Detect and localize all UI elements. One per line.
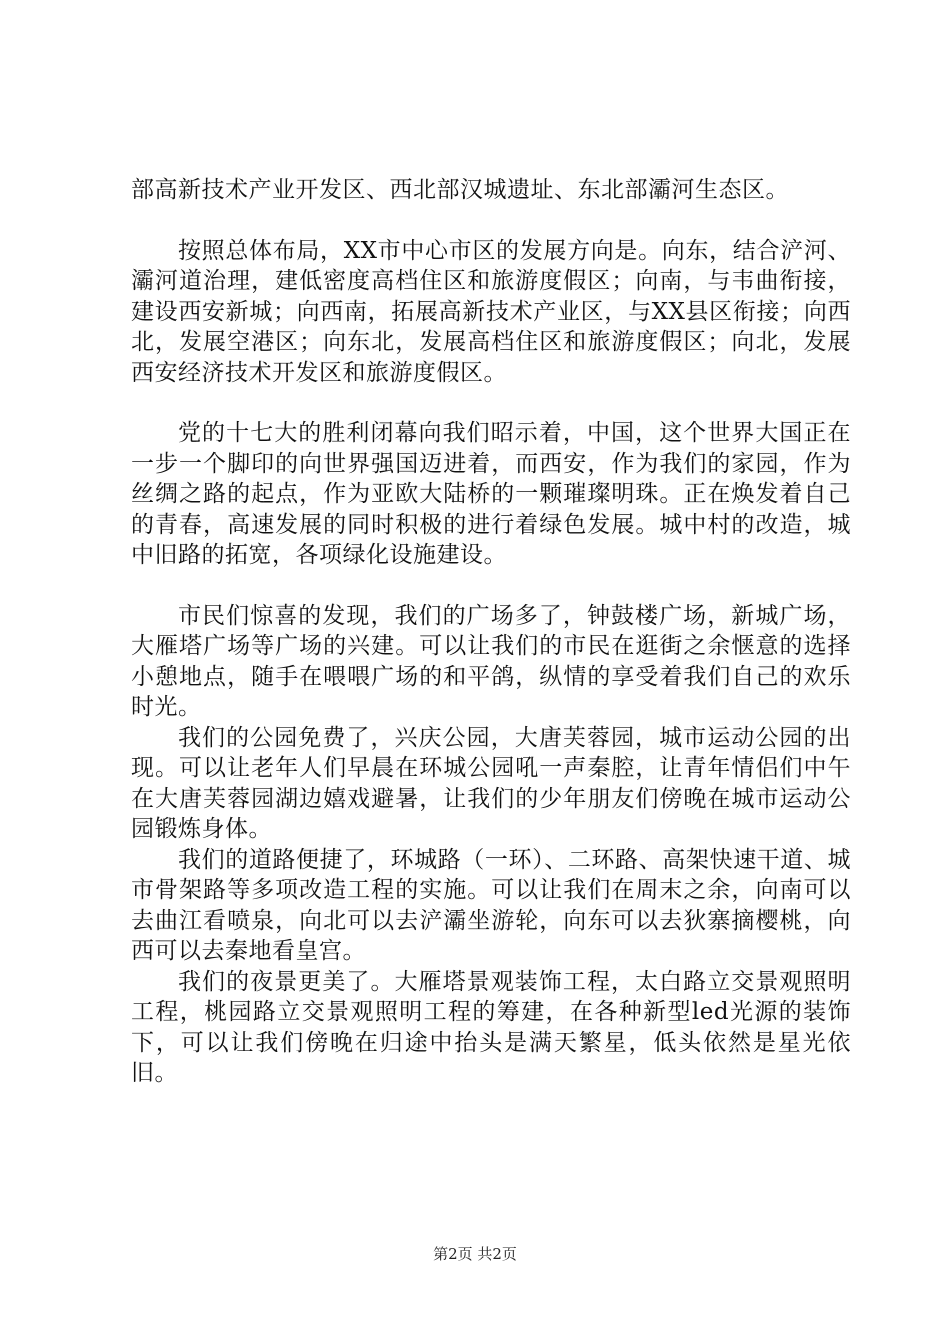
paragraph-parks: 我们的公园免费了，兴庆公园，大唐芙蓉园，城市运动公园的出现。可以让老年人们早晨在环城公园吼一声秦腔，让青年情侣们中午在大唐芙蓉园湖边嬉戏避暑，让我们的少年朋友们傍晚在城市运动公园锻炼身体。 (131, 724, 851, 842)
paragraph-layout-plan: 按照总体布局，XX市中心市区的发展方向是。向东，结合浐河、灞河道治理，建低密度高档住区和旅游度假区；向南，与韦曲衔接，建设西安新城；向西南，拓展高新技术产业区，与XX县区衔接；向西北，发展空港区；向东北，发展高档住区和旅游度假区；向北，发展西安经济技术开发区和旅游度假区。 (131, 237, 851, 386)
paragraph-congress: 党的十七大的胜利闭幕向我们昭示着，中国，这个世界大国正在一步一个脚印的向世界强国迈进着，而西安，作为我们的家园，作为丝绸之路的起点，作为亚欧大陆桥的一颗璀璨明珠。正在焕发着自己的青春，高速发展的同时积极的进行着绿色发展。城中村的改造，城中旧路的拓宽，各项绿化设施建设。 (131, 420, 851, 568)
paragraph-squares: 市民们惊喜的发现，我们的广场多了，钟鼓楼广场，新城广场，大雁塔广场等广场的兴建。可以让我们的市民在逛街之余惬意的选择小憩地点，随手在喂喂广场的和平鸽，纵情的享受着我们自己的欢乐时光。 (131, 602, 851, 720)
paragraph-roads: 我们的道路便捷了，环城路（一环）、二环路、高架快速干道、城市骨架路等多项改造工程的实施。可以让我们在周末之余，向南可以去曲江看喷泉，向北可以去浐灞坐游轮，向东可以去狄寨摘樱桃，向西可以去秦地看皇宫。 (131, 846, 851, 964)
paragraph-continuation: 部高新技术产业开发区、西北部汉城遗址、东北部灞河生态区。 (131, 177, 789, 203)
page-footer: 第2页 共2页 (433, 1245, 517, 1263)
document-body (131, 175, 851, 1089)
paragraph-night-view: 我们的夜景更美了。大雁塔景观装饰工程，太白路立交景观照明工程，桃园路立交景观照明工程的筹建，在各种新型led光源的装饰下，可以让我们傍晚在归途中抬头是满天繁星，低头依然是星光依旧。 (131, 968, 851, 1086)
